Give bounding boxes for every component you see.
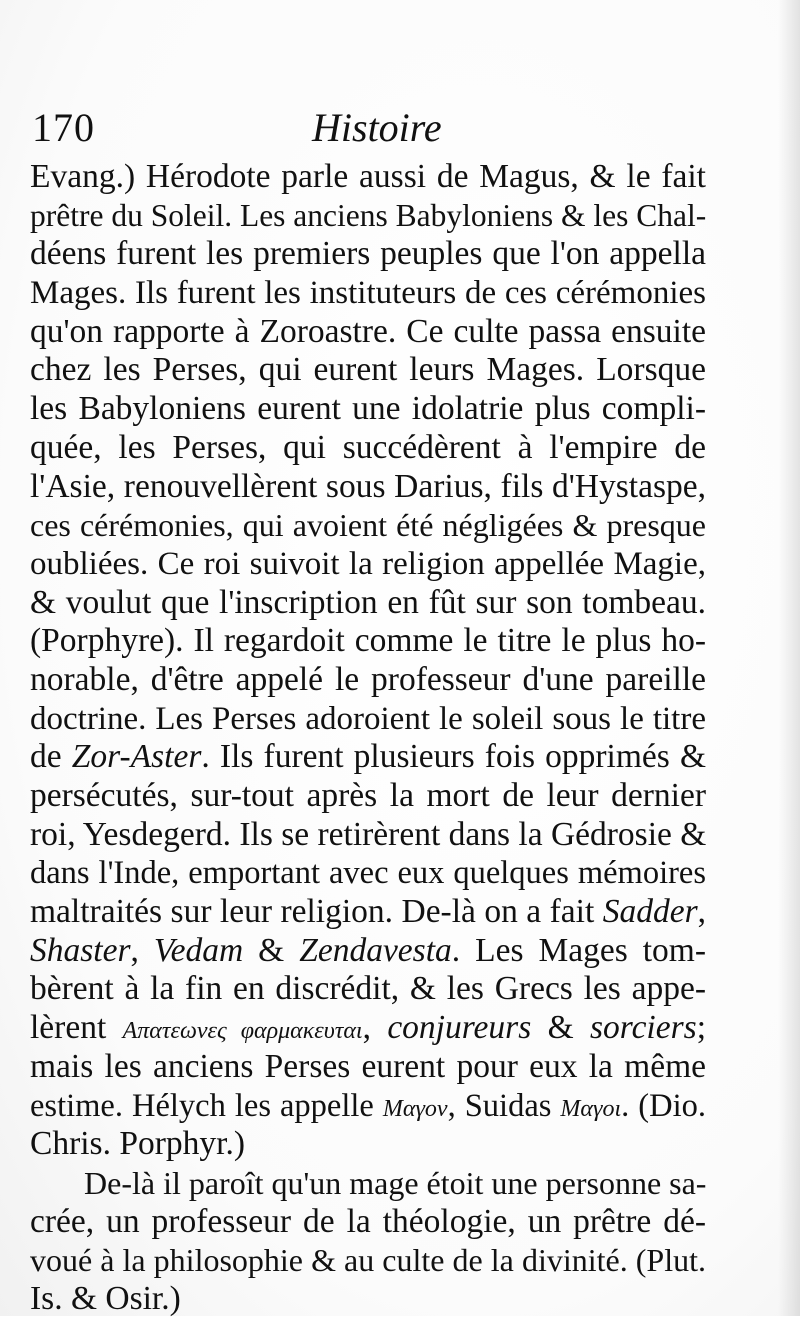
italic-term: Vedam xyxy=(153,931,244,969)
greek-term: Απατεωνες φαρμακευται xyxy=(122,1018,363,1045)
text-line: dans l'Inde, emportant avec eux quelques mémoires xyxy=(30,855,706,892)
text-line: norable, d'être appelé le professeur d'une pareille xyxy=(30,660,706,698)
text-line: déens furent les premiers peuples que l'on appella xyxy=(30,235,706,273)
text-line: persécutés, sur-tout après la mort de leur dernier xyxy=(30,777,706,814)
text-line: lèrent Απατεωνες φαρμακευται, conjureurs & sorciers; xyxy=(30,1009,706,1047)
text-line: les Babyloniens eurent une idolatrie plus compli- xyxy=(30,390,706,428)
text-line: ces cérémonies, qui avoient été négligées & presque xyxy=(30,507,706,544)
text-line: de Zor-Aster. Ils furent plusieurs fois opprimés & xyxy=(30,738,706,776)
body-text xyxy=(30,158,706,1319)
text-line: maltraités sur leur religion. De-là on a fait Sadder, xyxy=(30,893,706,931)
text-line: doctrine. Les Perses adoroient le soleil sous le titre xyxy=(30,700,706,737)
text-line: Mages. Ils furent les instituteurs de ces cérémonies xyxy=(30,275,706,312)
italic-term: Zor-Aster xyxy=(71,738,202,776)
italic-term: Shaster xyxy=(30,931,131,969)
text-line: l'Asie, renouvellèrent sous Darius, fils d'Hystaspe, xyxy=(30,467,706,505)
text-line: estime. Hélych les appelle Μαγον, Suidas Μαγοι. (Dio. xyxy=(30,1087,706,1124)
page-header xyxy=(32,100,772,150)
text-line: mais les anciens Perses eurent pour eux la même xyxy=(30,1047,706,1085)
text-line: roi, Yesdegerd. Ils se retirèrent dans la Gédrosie & xyxy=(30,815,706,853)
italic-term: Zendavesta xyxy=(299,931,452,969)
text-line: De-là il paroît qu'un mage étoit une personne sa- xyxy=(84,1164,706,1201)
text-line: Is. & Osir.) xyxy=(30,1279,181,1317)
text-line: prêtre du Soleil. Les anciens Babyloniens & les Chal- xyxy=(30,197,706,233)
greek-term: Μαγοι xyxy=(560,1095,622,1122)
text-line: Evang.) Hérodote parle aussi de Magus, & le fait xyxy=(30,158,706,195)
text-line: bèrent à la fin en discrédit, & les Grecs les appe- xyxy=(30,970,706,1008)
page-number: 170 xyxy=(32,105,95,150)
text-line: quée, les Perses, qui succédèrent à l'empire de xyxy=(30,428,706,466)
text-line: oubliées. Ce roi suivoit la religion appellée Magie, xyxy=(30,545,706,582)
italic-term: sorciers xyxy=(589,1009,697,1047)
italic-term: conjureurs xyxy=(387,1009,532,1047)
text-line: voué à la philosophie & au culte de la divinité. (Plut. xyxy=(30,1242,706,1279)
text-line: Shaster, Vedam & Zendavesta. Les Mages tom- xyxy=(30,931,706,969)
text-line: chez les Perses, qui eurent leurs Mages. Lorsque xyxy=(30,351,706,389)
running-title: Histoire xyxy=(312,105,442,150)
greek-term: Μαγον xyxy=(382,1095,448,1122)
page-edge-shadow xyxy=(778,0,800,1316)
text-line: (Porphyre). Il regardoit comme le titre le plus ho- xyxy=(30,622,706,660)
text-line: crée, un professeur de la théologie, un prêtre dé- xyxy=(30,1202,706,1240)
text-line: Chris. Porphyr.) xyxy=(30,1125,245,1163)
text-line: & voulut que l'inscription en fût sur son tombeau. xyxy=(30,583,706,621)
italic-term: Sadder xyxy=(602,893,698,931)
text-line: qu'on rapporte à Zoroastre. Ce culte passa ensuite xyxy=(30,312,706,350)
